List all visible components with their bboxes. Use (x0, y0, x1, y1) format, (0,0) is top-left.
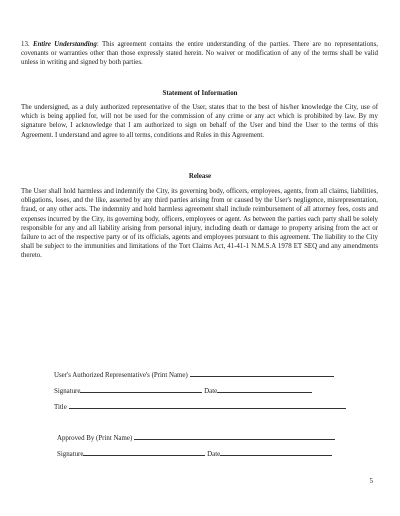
approval-signature-field[interactable] (83, 448, 205, 456)
statement-of-information-paragraph: The undersigned, as a duly authorized representative of the User, states that to the best of his/her knowledge the City, use of which is being applied for, will not be used for the commission of any crime or any act which is prohibited by law. By my signature below, I acknowledge that I am authorized to sign on behalf of the User and bind the User to the terms of this Agreement. I understand and agree to all terms, conditions and Rules in this Agreement. (21, 104, 378, 139)
section-13-number: 13. (21, 41, 30, 48)
section-13-paragraph (21, 40, 378, 68)
release-paragraph: The User shall hold harmless and indemnify the City, its governing body, officers, employees, agents, from all claims, liabilities, obligations, loses, and the like, asserted by any third parties arising from or caused by the User's negligence, misrepresentation, fraud, or any other acts. The indemnity and hold harmless agreement shall include reimbursement of all attorney fees, costs and expenses incurred by the City, its governing body, officers, employees or agent. As between the parties each party shall be solely responsible for any and all liability arising from personal injury, including death or damage to property arising from the act or failure to act of the respective party or of its officials, agents and employees pursuant to this agreement. The liability to the City shall be subject to the immunities and limitations of the Tort Claims Act, 41-41-1 N.M.S.A 1978 ET SEQ and any amendments thereto. (21, 188, 378, 260)
user-date-field[interactable] (217, 385, 312, 393)
approved-by-label: Approved By (Print Name) (57, 435, 133, 442)
user-date-label: Date (204, 388, 218, 395)
approval-signature-label: Signature (57, 451, 84, 458)
user-signature-label: Signature (54, 388, 81, 395)
statement-of-information-heading: Statement of Information (162, 90, 238, 97)
approval-signature-row (57, 448, 332, 459)
user-title-label: Title (54, 404, 67, 411)
page-number: 5 (369, 478, 373, 485)
user-title-row (54, 401, 346, 412)
approval-date-field[interactable] (220, 448, 332, 456)
user-print-name-row (54, 369, 334, 380)
user-print-name-field[interactable] (190, 369, 334, 377)
approval-date-label: Date (207, 451, 221, 458)
release-heading: Release (188, 173, 212, 180)
user-signature-row (54, 385, 312, 396)
user-signature-field[interactable] (80, 385, 202, 393)
user-print-name-label: User's Authorized Representative's (Print Name) (54, 372, 188, 379)
section-13-title: Entire Understanding (32, 41, 97, 48)
section-13-text: : This agreement contains the entire understanding of the parties. There are no representations, covenants or warranties other than those expressly stated herein. No waiver or modification of any of the terms shall be valid unless in writing and signed by both parties. (21, 41, 378, 67)
user-title-field[interactable] (69, 401, 346, 409)
approved-by-row (57, 432, 335, 443)
approved-by-field[interactable] (134, 432, 335, 440)
